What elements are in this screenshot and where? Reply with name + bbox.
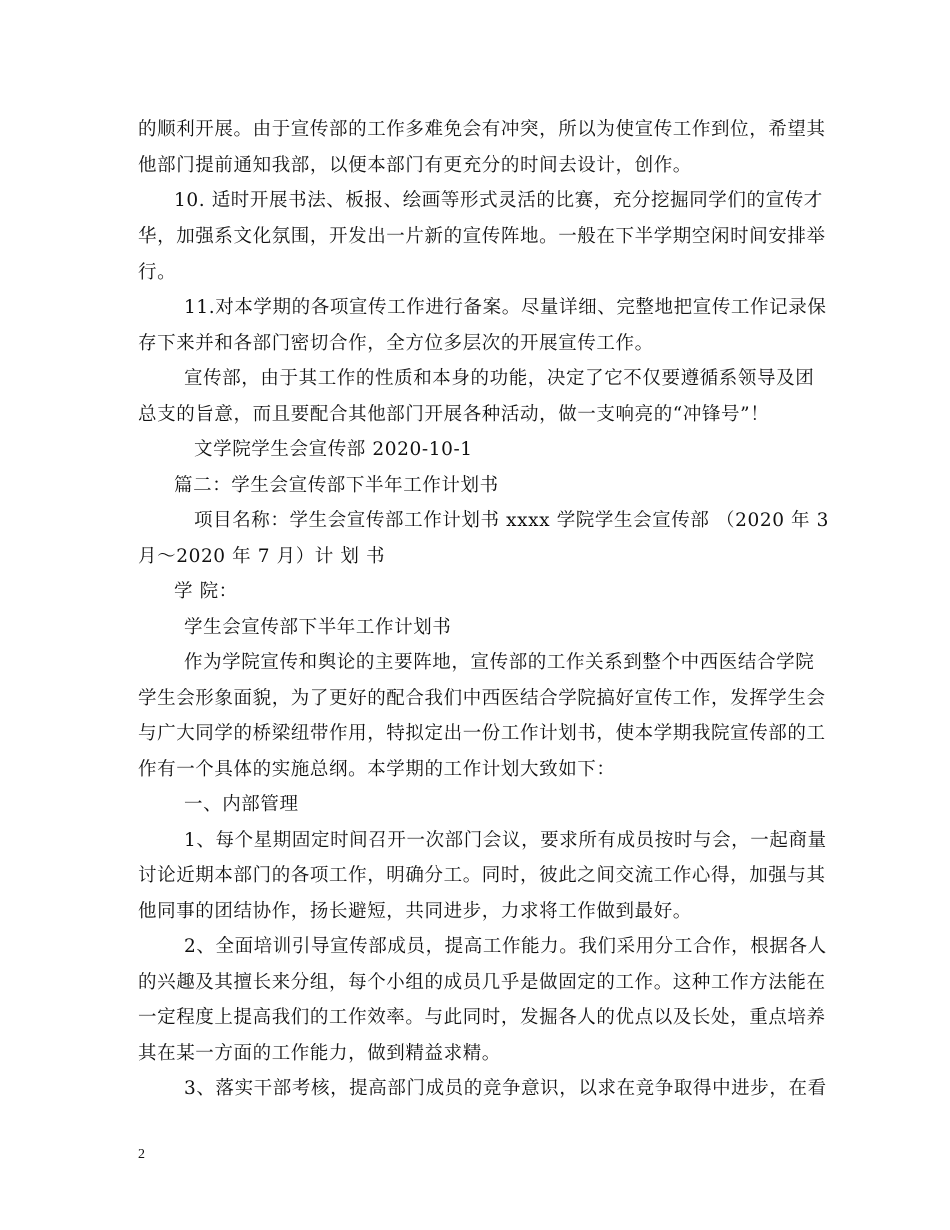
subtitle-line: 学生会宣传部下半年工作计划书 — [184, 617, 452, 638]
text-line: 行。 — [138, 262, 177, 283]
text-line: 的兴趣及其擅长来分组，每个小组的成员几乎是做固定的工作。这种工作方法能在 — [138, 972, 826, 993]
text-line: 作为学院宣传和舆论的主要阵地，宣传部的工作关系到整个中西医结合学院 — [184, 652, 815, 673]
text-line: 2、全面培训引导宣传部成员，提高工作能力。我们采用分工合作，根据各人 — [184, 936, 827, 957]
signature-line: 文学院学生会宣传部 2020-10-1 — [194, 439, 473, 460]
text-line: 与广大同学的桥梁纽带作用，特拟定出一份工作计划书，使本学期我院宣传部的工 — [138, 723, 826, 744]
page-number: 2 — [138, 1147, 145, 1162]
text-line: 作有一个具体的实施总纲。本学期的工作计划大致如下： — [138, 759, 616, 780]
text-line: 学生会形象面貌，为了更好的配合我们中西医结合学院搞好宣传工作，发挥学生会 — [138, 688, 826, 709]
text-line: 讨论近期本部门的各项工作，明确分工。同时，彼此之间交流工作心得，加强与其 — [138, 865, 826, 886]
text-line: 总支的旨意，而且要配合其他部门开展各种活动，做一支响亮的“冲锋号”！ — [138, 404, 770, 425]
text-line: 1、每个星期固定时间召开一次部门会议，要求所有成员按时与会，一起商量 — [184, 830, 827, 851]
text-line: 一定程度上提高我们的工作效率。与此同时，发掘各人的优点以及长处，重点培养 — [138, 1007, 826, 1028]
text-line: 的顺利开展。由于宣传部的工作多难免会有冲突，所以为使宣传工作到位，希望其 — [138, 119, 826, 140]
text-line: 宣传部，由于其工作的性质和本身的功能，决定了它不仅要遵循系领导及团 — [184, 368, 815, 389]
text-line: 月～2020 年 7 月）计 划 书 — [138, 546, 386, 567]
text-line: 11.对本学期的各项宣传工作进行备案。尽量详细、完整地把宣传工作记录保 — [184, 297, 827, 318]
text-line: 学 院： — [174, 581, 238, 602]
section-heading: 篇二：学生会宣传部下半年工作计划书 — [174, 475, 499, 496]
text-line: 其在某一方面的工作能力，做到精益求精。 — [138, 1043, 501, 1064]
text-line: 3、落实干部考核，提高部门成员的竞争意识，以求在竞争取得中进步，在看 — [184, 1078, 827, 1099]
text-line: 项目名称：学生会宣传部工作计划书 xxxx 学院学生会宣传部 （2020 年 3 — [194, 510, 829, 531]
text-line: 华，加强系文化氛围，开发出一片新的宣传阵地。一般在下半学期空闲时间安排举 — [138, 226, 826, 247]
section-heading: 一、内部管理 — [184, 794, 299, 815]
text-line: 10. 适时开展书法、板报、绘画等形式灵活的比赛，充分挖掘同学们的宣传才 — [174, 190, 823, 211]
text-line: 存下来并和各部门密切合作，全方位多层次的开展宣传工作。 — [138, 333, 654, 354]
text-line: 他部门提前通知我部，以便本部门有更充分的时间去设计，创作。 — [138, 155, 692, 176]
text-line: 他同事的团结协作，扬长避短，共同进步，力求将工作做到最好。 — [138, 901, 692, 922]
